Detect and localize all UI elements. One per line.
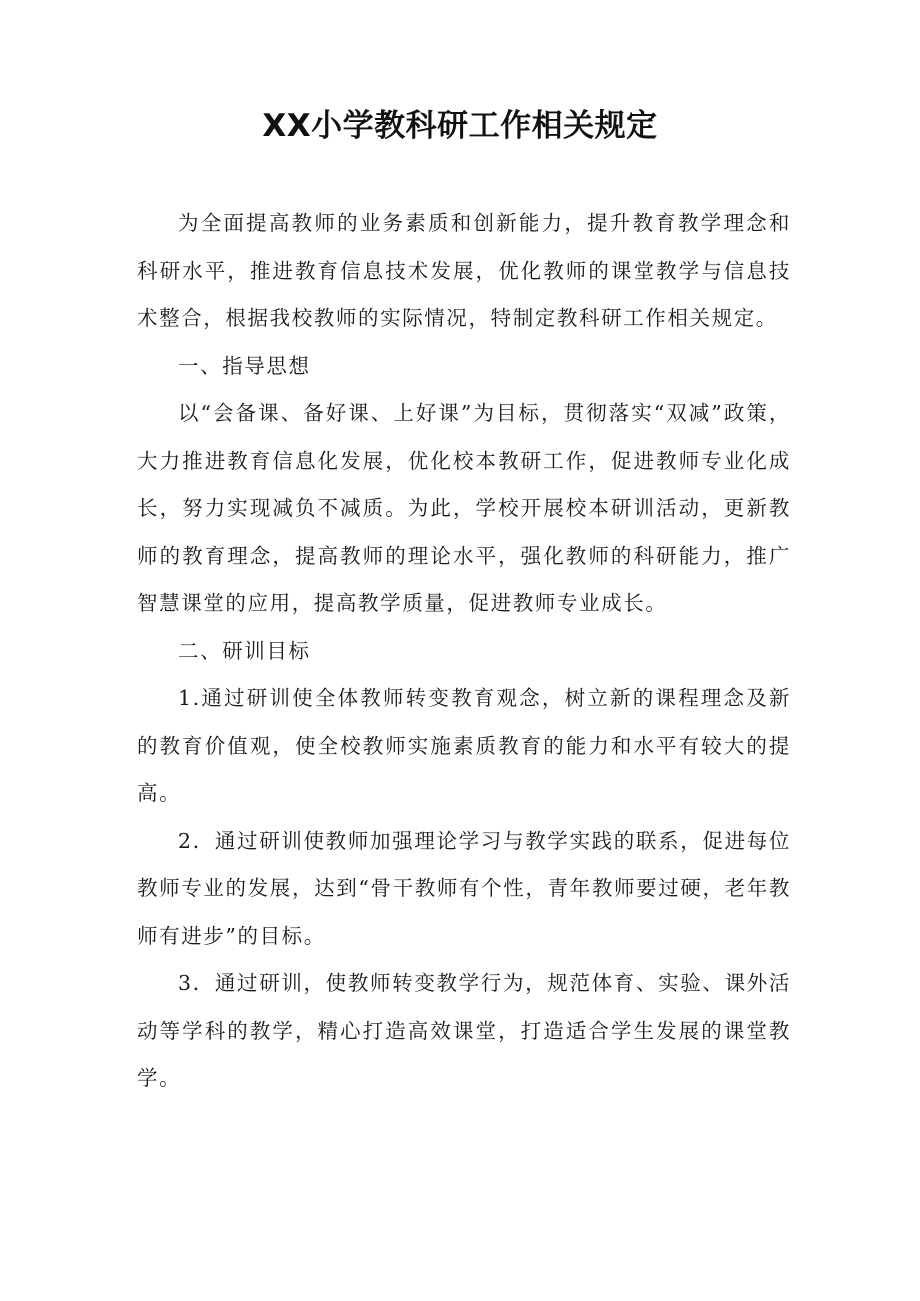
guiding-ideology-paragraph: 以“会备课、备好课、上好课”为目标，贯彻落实“双减”政策，大力推进教育信息化发展，优化校本教研工作，促进教师专业化成长，努力实现减负不减质。为此，学校开展校本研训活动，更新教师的教育理念，提高教师的理论水平，强化教师的科研能力，推广智慧课堂的应用，提高教学质量，促进教师专业成长。 [137, 401, 791, 615]
document-body [137, 200, 791, 1103]
document-title: XX小学教科研工作相关规定 [262, 108, 658, 144]
training-goal-item-1: 1.通过研训使全体教师转变教育观念，树立新的课程理念及新的教育价值观，使全校教师实施素质教育的能力和水平有较大的提高。 [137, 686, 791, 805]
section-heading-training-goals: 二、研训目标 [178, 638, 311, 663]
intro-paragraph: 为全面提高教师的业务素质和创新能力，提升教育教学理念和科研水平，推进教育信息技术发展，优化教师的课堂教学与信息技术整合，根据我校教师的实际情况，特制定教科研工作相关规定。 [137, 211, 791, 330]
training-goal-item-2: 2．通过研训使教师加强理论学习与教学实践的联系，促进每位教师专业的发展，达到“骨干教师有个性，青年教师要过硬，老年教师有进步”的目标。 [137, 828, 791, 948]
training-goal-item-3: 3．通过研训，使教师转变教学行为，规范体育、实验、课外活动等学科的教学，精心打造高效课堂，打造适合学生发展的课堂教学。 [137, 971, 791, 1090]
section-heading-guiding-ideology: 一、指导思想 [178, 353, 311, 378]
